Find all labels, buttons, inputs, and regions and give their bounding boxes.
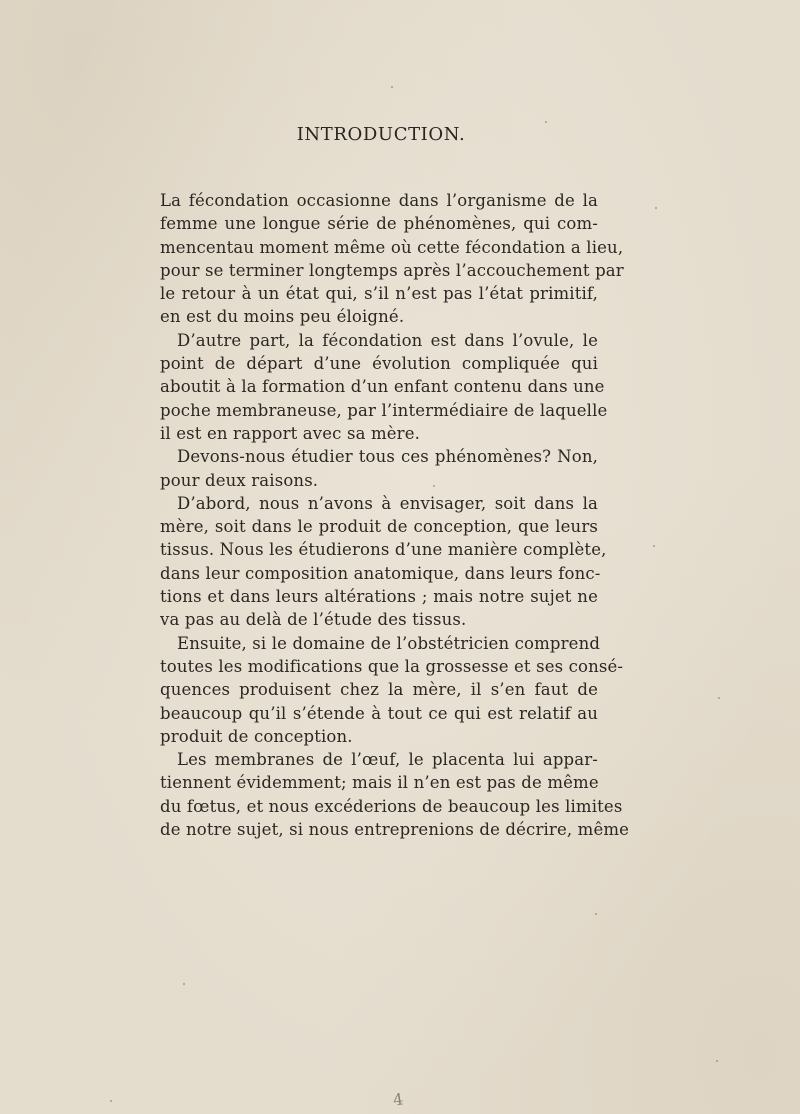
text-line: poche membraneuse, par l’intermédiaire de laquelle [160, 400, 608, 420]
text-line: D’autre part, la fécondation est dans l’ovule, le [177, 330, 598, 350]
paper-speck [716, 1060, 718, 1062]
paper-speck [655, 207, 657, 209]
text-line: point de départ d’une évolution compliquée qui [160, 354, 598, 374]
text-line: beaucoup qu’il s’étende à tout ce qui est relatif au [160, 703, 598, 723]
text-line: mère, soit dans le produit de conception, que leurs [160, 517, 598, 537]
text-line: toutes les modifications que la grossesse et ses consé- [160, 656, 624, 676]
paper-speck [545, 121, 547, 123]
text-line: Les membranes de l’œuf, le placenta lui appar- [177, 750, 598, 770]
text-line: quences produisent chez la mère, il s’en faut de [160, 680, 598, 700]
paper-speck [653, 545, 655, 547]
page-title: INTRODUCTION. [296, 124, 466, 145]
text-line: tiennent évidemment; mais il n’en est pas de même [160, 773, 599, 793]
text-line: D’abord, nous n’avons à envisager, soit dans la [177, 493, 598, 513]
text-line: produit de conception. [160, 726, 353, 746]
text-line: de notre sujet, si nous entreprenions de décrire, même [160, 820, 630, 840]
text-line: il est en rapport avec sa mère. [160, 423, 421, 443]
text-line: pour se terminer longtemps après l’accouchement par [160, 260, 624, 280]
text-line: du fœtus, et nous excéderions de beaucoup les limites [160, 796, 623, 816]
text-line: La fécondation occasionne dans l’organisme de la [160, 191, 598, 210]
text-line: femme une longue série de phénomènes, qui com- [160, 214, 598, 234]
text-line: dans leur composition anatomique, dans leurs fonc- [160, 563, 601, 583]
text-line: mencentau moment même où cette fécondation a lieu, [160, 237, 624, 257]
paper-speck [183, 983, 185, 985]
text-line: aboutit à la formation d’un enfant contenu dans une [160, 377, 605, 397]
text-line: Ensuite, si le domaine de l’obstétricien comprend [177, 633, 601, 653]
body-text [160, 189, 630, 841]
text-line: Devons-nous étudier tous ces phénomènes? Non, [177, 447, 598, 467]
paper-speck [110, 1100, 112, 1102]
paper-speck [595, 913, 597, 915]
text-line: tions et dans leurs altérations ; mais notre sujet ne [160, 587, 598, 607]
text-line: en est du moins peu éloigné. [160, 307, 405, 327]
page-number: 4 [391, 1089, 405, 1110]
text-line: tissus. Nous les étudierons d’une manière complète, [160, 540, 607, 560]
paper-speck [718, 697, 720, 699]
paper-speck [433, 485, 435, 487]
paper-speck [391, 86, 393, 88]
text-line: le retour à un état qui, s’il n’est pas l’état primitif, [160, 284, 598, 304]
text-line: va pas au delà de l’étude des tissus. [160, 610, 467, 630]
text-line: pour deux raisons. [160, 470, 319, 490]
